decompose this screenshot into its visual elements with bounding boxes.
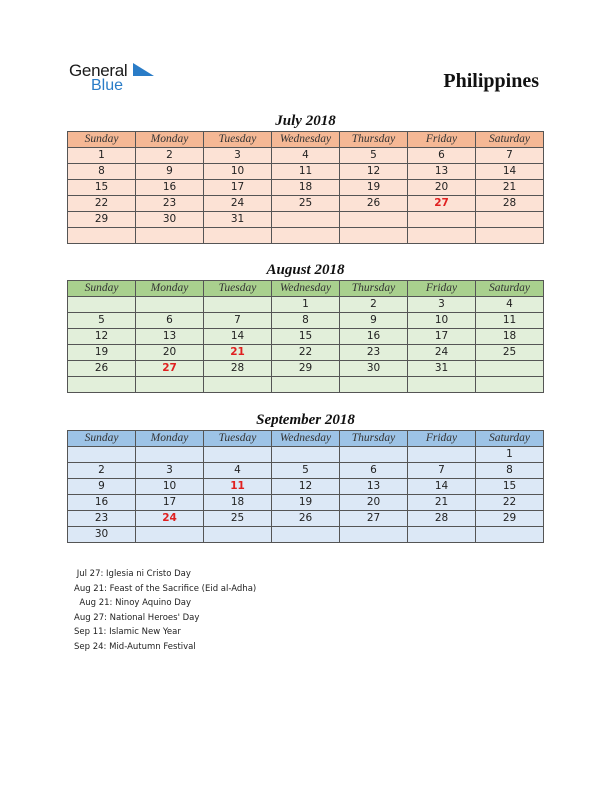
day-cell: 17 xyxy=(136,495,204,511)
day-cell xyxy=(204,527,272,543)
day-cell: 14 xyxy=(408,479,476,495)
day-cell xyxy=(272,212,340,228)
day-cell xyxy=(68,228,136,244)
weekday-header: Friday xyxy=(408,132,476,148)
weekday-header: Tuesday xyxy=(204,431,272,447)
day-cell: 24 xyxy=(204,196,272,212)
day-cell xyxy=(408,377,476,393)
day-cell: 7 xyxy=(204,313,272,329)
day-cell: 19 xyxy=(340,180,408,196)
calendar-table xyxy=(67,430,544,543)
day-cell: 29 xyxy=(272,361,340,377)
day-cell: 27 xyxy=(340,511,408,527)
day-cell: 16 xyxy=(68,495,136,511)
day-cell: 31 xyxy=(204,212,272,228)
day-cell: 8 xyxy=(68,164,136,180)
day-cell xyxy=(136,228,204,244)
day-cell xyxy=(68,447,136,463)
month-july xyxy=(67,111,544,244)
day-cell: 14 xyxy=(204,329,272,345)
day-cell: 19 xyxy=(272,495,340,511)
day-cell xyxy=(136,447,204,463)
week-row xyxy=(68,345,544,361)
day-cell: 23 xyxy=(68,511,136,527)
weekday-header-row xyxy=(68,281,544,297)
holiday-note: Aug 27: National Heroes' Day xyxy=(74,612,200,623)
day-cell: 15 xyxy=(68,180,136,196)
day-cell: 15 xyxy=(272,329,340,345)
week-row xyxy=(68,377,544,393)
month-title: September 2018 xyxy=(256,412,355,428)
logo xyxy=(69,61,169,97)
day-cell: 15 xyxy=(476,479,544,495)
day-cell xyxy=(272,228,340,244)
day-cell: 9 xyxy=(340,313,408,329)
day-cell xyxy=(408,447,476,463)
holiday-day-cell: 11 xyxy=(204,479,272,495)
day-cell xyxy=(340,527,408,543)
day-cell: 28 xyxy=(476,196,544,212)
week-row xyxy=(68,297,544,313)
day-cell: 5 xyxy=(272,463,340,479)
day-cell: 22 xyxy=(476,495,544,511)
holiday-note: Aug 21: Ninoy Aquino Day xyxy=(74,598,192,609)
day-cell: 28 xyxy=(204,361,272,377)
day-cell: 6 xyxy=(136,313,204,329)
day-cell: 24 xyxy=(408,345,476,361)
day-cell: 25 xyxy=(204,511,272,527)
day-cell xyxy=(476,377,544,393)
weekday-header: Monday xyxy=(136,281,204,297)
day-cell: 2 xyxy=(136,148,204,164)
holiday-notes xyxy=(74,567,256,655)
weekday-header: Thursday xyxy=(340,281,408,297)
day-cell xyxy=(68,377,136,393)
weekday-header: Tuesday xyxy=(204,281,272,297)
weekday-header: Monday xyxy=(136,132,204,148)
day-cell: 11 xyxy=(476,313,544,329)
day-cell: 26 xyxy=(272,511,340,527)
day-cell: 29 xyxy=(68,212,136,228)
weekday-header: Thursday xyxy=(340,431,408,447)
day-cell xyxy=(408,228,476,244)
day-cell: 4 xyxy=(476,297,544,313)
day-cell: 25 xyxy=(476,345,544,361)
calendar-table xyxy=(67,131,544,244)
day-cell: 2 xyxy=(340,297,408,313)
day-cell: 16 xyxy=(340,329,408,345)
month-september xyxy=(67,410,544,543)
weekday-header: Wednesday xyxy=(272,132,340,148)
day-cell xyxy=(476,212,544,228)
week-row xyxy=(68,164,544,180)
day-cell: 21 xyxy=(476,180,544,196)
day-cell xyxy=(204,377,272,393)
day-cell: 23 xyxy=(340,345,408,361)
day-cell: 22 xyxy=(68,196,136,212)
holiday-day-cell: 24 xyxy=(136,511,204,527)
weekday-header-row xyxy=(68,132,544,148)
holiday-note: Aug 21: Feast of the Sacrifice (Eid al-Adha) xyxy=(74,583,257,594)
day-cell: 30 xyxy=(68,527,136,543)
day-cell: 20 xyxy=(340,495,408,511)
day-cell: 30 xyxy=(340,361,408,377)
holiday-day-cell: 21 xyxy=(204,345,272,361)
day-cell xyxy=(340,228,408,244)
holiday-day-cell: 27 xyxy=(136,361,204,377)
day-cell xyxy=(340,212,408,228)
day-cell: 18 xyxy=(272,180,340,196)
day-cell xyxy=(272,447,340,463)
day-cell xyxy=(136,527,204,543)
month-title: August 2018 xyxy=(266,262,345,278)
weekday-header: Tuesday xyxy=(204,132,272,148)
day-cell xyxy=(136,377,204,393)
day-cell: 30 xyxy=(136,212,204,228)
logo-text-general: General xyxy=(69,61,128,80)
day-cell: 5 xyxy=(340,148,408,164)
weekday-header: Saturday xyxy=(476,132,544,148)
day-cell: 14 xyxy=(476,164,544,180)
day-cell: 3 xyxy=(408,297,476,313)
month-august xyxy=(67,260,544,393)
week-row xyxy=(68,313,544,329)
week-row xyxy=(68,329,544,345)
day-cell: 23 xyxy=(136,196,204,212)
holiday-note: Jul 27: Iglesia ni Cristo Day xyxy=(74,569,191,579)
day-cell xyxy=(408,527,476,543)
day-cell: 31 xyxy=(408,361,476,377)
day-cell: 18 xyxy=(476,329,544,345)
weekday-header: Sunday xyxy=(68,431,136,447)
week-row xyxy=(68,479,544,495)
country-title: Philippines xyxy=(443,70,539,92)
weekday-header: Wednesday xyxy=(272,431,340,447)
day-cell xyxy=(272,377,340,393)
day-cell xyxy=(204,447,272,463)
weekday-header: Saturday xyxy=(476,281,544,297)
day-cell: 13 xyxy=(340,479,408,495)
day-cell: 10 xyxy=(136,479,204,495)
day-cell: 29 xyxy=(476,511,544,527)
weekday-header: Saturday xyxy=(476,431,544,447)
week-row xyxy=(68,212,544,228)
weekday-header: Sunday xyxy=(68,281,136,297)
calendar-table xyxy=(67,280,544,393)
day-cell: 17 xyxy=(204,180,272,196)
day-cell xyxy=(204,297,272,313)
day-cell: 10 xyxy=(204,164,272,180)
day-cell: 21 xyxy=(408,495,476,511)
day-cell: 12 xyxy=(272,479,340,495)
week-row xyxy=(68,361,544,377)
day-cell: 12 xyxy=(340,164,408,180)
holiday-note: Sep 24: Mid-Autumn Festival xyxy=(74,641,196,652)
day-cell: 5 xyxy=(68,313,136,329)
day-cell: 26 xyxy=(340,196,408,212)
day-cell: 1 xyxy=(476,447,544,463)
weekday-header: Monday xyxy=(136,431,204,447)
day-cell: 20 xyxy=(136,345,204,361)
logo-text-blue: Blue xyxy=(91,77,124,94)
day-cell: 6 xyxy=(408,148,476,164)
day-cell: 17 xyxy=(408,329,476,345)
weekday-header: Wednesday xyxy=(272,281,340,297)
day-cell: 6 xyxy=(340,463,408,479)
day-cell xyxy=(476,228,544,244)
day-cell: 22 xyxy=(272,345,340,361)
day-cell: 9 xyxy=(68,479,136,495)
logo-flag-icon xyxy=(133,63,155,77)
week-row xyxy=(68,495,544,511)
weekday-header: Friday xyxy=(408,281,476,297)
week-row xyxy=(68,447,544,463)
weekday-header: Thursday xyxy=(340,132,408,148)
day-cell: 20 xyxy=(408,180,476,196)
day-cell: 10 xyxy=(408,313,476,329)
day-cell: 13 xyxy=(408,164,476,180)
day-cell: 18 xyxy=(204,495,272,511)
day-cell: 7 xyxy=(408,463,476,479)
week-row xyxy=(68,148,544,164)
week-row xyxy=(68,228,544,244)
day-cell: 7 xyxy=(476,148,544,164)
day-cell: 4 xyxy=(272,148,340,164)
day-cell: 13 xyxy=(136,329,204,345)
day-cell xyxy=(408,212,476,228)
day-cell xyxy=(340,447,408,463)
day-cell: 8 xyxy=(476,463,544,479)
day-cell: 11 xyxy=(272,164,340,180)
day-cell: 25 xyxy=(272,196,340,212)
day-cell: 2 xyxy=(68,463,136,479)
weekday-header: Friday xyxy=(408,431,476,447)
day-cell: 3 xyxy=(204,148,272,164)
week-row xyxy=(68,527,544,543)
weekday-header: Sunday xyxy=(68,132,136,148)
day-cell: 3 xyxy=(136,463,204,479)
week-row xyxy=(68,196,544,212)
day-cell: 28 xyxy=(408,511,476,527)
day-cell xyxy=(204,228,272,244)
day-cell: 19 xyxy=(68,345,136,361)
holiday-note: Sep 11: Islamic New Year xyxy=(74,627,181,638)
day-cell: 4 xyxy=(204,463,272,479)
week-row xyxy=(68,511,544,527)
day-cell: 16 xyxy=(136,180,204,196)
month-title: July 2018 xyxy=(275,113,336,129)
day-cell: 1 xyxy=(272,297,340,313)
day-cell xyxy=(272,527,340,543)
holiday-day-cell: 27 xyxy=(408,196,476,212)
day-cell xyxy=(476,361,544,377)
week-row xyxy=(68,180,544,196)
day-cell: 9 xyxy=(136,164,204,180)
day-cell: 26 xyxy=(68,361,136,377)
day-cell xyxy=(68,297,136,313)
day-cell: 8 xyxy=(272,313,340,329)
day-cell: 12 xyxy=(68,329,136,345)
day-cell xyxy=(136,297,204,313)
day-cell xyxy=(476,527,544,543)
day-cell: 1 xyxy=(68,148,136,164)
weekday-header-row xyxy=(68,431,544,447)
week-row xyxy=(68,463,544,479)
day-cell xyxy=(340,377,408,393)
